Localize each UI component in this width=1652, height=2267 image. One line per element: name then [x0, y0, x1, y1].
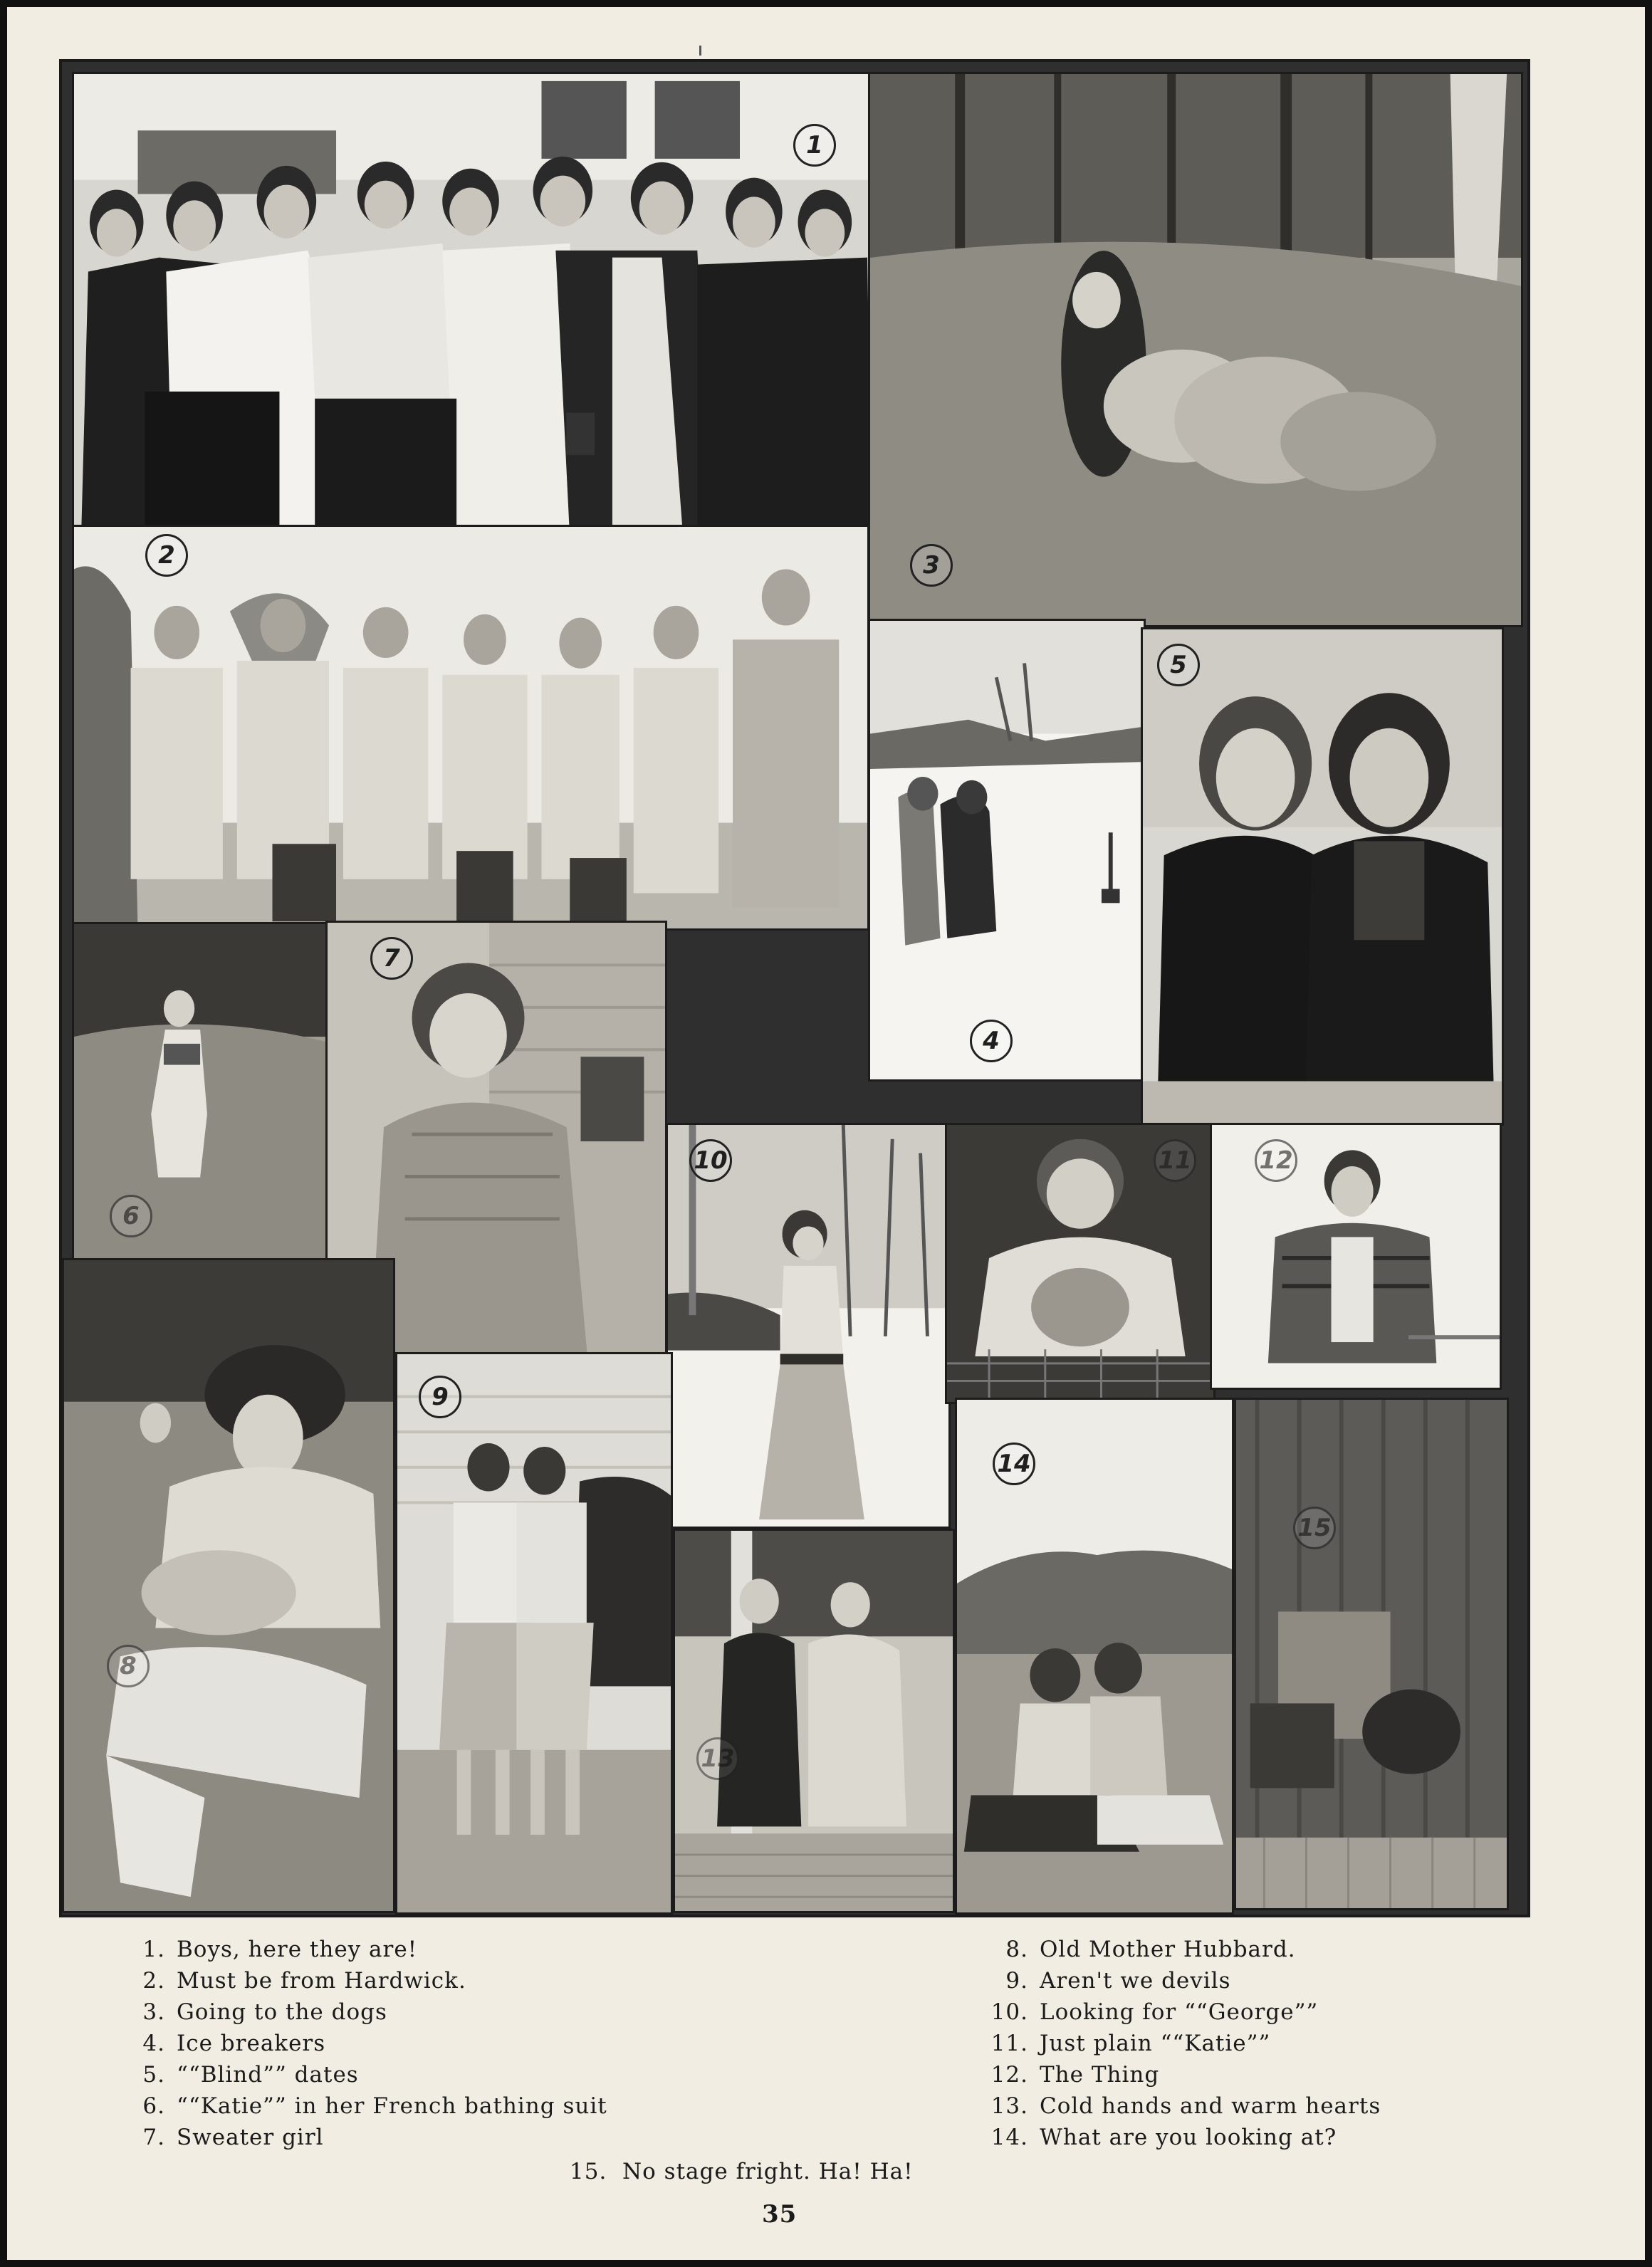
caption-7 — [121, 2125, 607, 2156]
caption-9 — [984, 1968, 1381, 1999]
caption-number: 11. — [990, 2031, 1028, 2056]
page-number: 35 — [762, 2200, 798, 2229]
photo-number-9: 9 — [419, 1376, 461, 1418]
caption-4 — [121, 2031, 607, 2062]
caption-number: 15. — [570, 2159, 607, 2184]
caption-text: ““Katie”” in her French bathing suit — [177, 2093, 607, 2119]
photo-number-1: 1 — [793, 124, 836, 167]
photo-number-5: 5 — [1157, 644, 1200, 686]
photo-13-cold-hands — [673, 1529, 955, 1913]
photo-number-13: 13 — [696, 1737, 739, 1780]
caption-text: Looking for ““George”” — [1040, 1999, 1319, 2025]
caption-text: Boys, here they are! — [177, 1937, 418, 1962]
caption-number: 8. — [1005, 1937, 1028, 1962]
caption-number: 1. — [142, 1937, 165, 1962]
caption-text: Just plain ““Katie”” — [1040, 2031, 1271, 2056]
photo-5-two-girls — [1141, 627, 1504, 1126]
caption-number: 10. — [990, 1999, 1028, 2025]
caption-8 — [984, 1937, 1381, 1968]
caption-13 — [984, 2093, 1381, 2125]
photo-number-2: 2 — [145, 534, 188, 577]
caption-number: 7. — [142, 2125, 165, 2150]
photo-number-6: 6 — [110, 1195, 152, 1237]
photo-number-4: 4 — [970, 1020, 1013, 1062]
caption-text: Going to the dogs — [177, 1999, 387, 2025]
photo-collage — [59, 59, 1530, 1917]
yearbook-page — [7, 7, 1645, 2260]
captions-left-column — [121, 1937, 607, 2156]
caption-text: Cold hands and warm hearts — [1040, 2093, 1381, 2119]
caption-1 — [121, 1937, 607, 1968]
caption-6 — [121, 2093, 607, 2125]
photo-15-stage — [1234, 1398, 1509, 1910]
caption-text: No stage fright. Ha! Ha! — [622, 2159, 914, 2184]
photo-number-14: 14 — [993, 1443, 1035, 1485]
photo-number-11: 11 — [1154, 1139, 1196, 1182]
caption-number: 14. — [990, 2125, 1028, 2150]
caption-3 — [121, 1999, 607, 2031]
caption-number: 4. — [142, 2031, 165, 2056]
caption-number: 5. — [142, 2062, 165, 2088]
photo-12-thing — [1210, 1123, 1502, 1390]
caption-10 — [984, 1999, 1381, 2031]
photo-11-katie — [945, 1123, 1216, 1404]
photo-6-bathing-suit — [72, 922, 335, 1271]
photo-1-group — [72, 72, 874, 540]
caption-text: Must be from Hardwick. — [177, 1968, 466, 1994]
caption-11 — [984, 2031, 1381, 2062]
photo-14-looking-at — [955, 1398, 1234, 1915]
caption-text: Old Mother Hubbard. — [1040, 1937, 1296, 1962]
caption-text: The Thing — [1040, 2062, 1160, 2088]
photo-10-looking — [666, 1123, 951, 1529]
photo-9-devils — [395, 1352, 673, 1915]
caption-12 — [984, 2062, 1381, 2093]
photo-number-7: 7 — [370, 937, 413, 980]
caption-5 — [121, 2062, 607, 2093]
caption-text: Sweater girl — [177, 2125, 324, 2150]
caption-text: Aren't we devils — [1040, 1968, 1231, 1994]
caption-number: 9. — [1005, 1968, 1028, 1994]
photo-number-10: 10 — [689, 1139, 732, 1182]
photo-number-15: 15 — [1293, 1507, 1336, 1549]
photo-2-group — [72, 525, 869, 931]
caption-15 — [570, 2159, 914, 2184]
photo-8-mother-hubbard — [62, 1258, 395, 1913]
crop-mark — [699, 46, 701, 56]
caption-14 — [984, 2125, 1381, 2156]
caption-number: 6. — [142, 2093, 165, 2119]
photo-number-3: 3 — [910, 544, 953, 587]
caption-number: 13. — [990, 2093, 1028, 2119]
caption-number: 3. — [142, 1999, 165, 2025]
photo-number-12: 12 — [1255, 1139, 1297, 1182]
caption-text: Ice breakers — [177, 2031, 326, 2056]
caption-text: What are you looking at? — [1040, 2125, 1337, 2150]
captions-right-column — [984, 1937, 1381, 2156]
caption-number: 12. — [990, 2062, 1028, 2088]
photo-4-skaters — [868, 619, 1146, 1082]
caption-text: ““Blind”” dates — [177, 2062, 359, 2088]
photo-number-8: 8 — [107, 1645, 150, 1687]
caption-number: 2. — [142, 1968, 165, 1994]
photo-3-dogs — [868, 72, 1523, 627]
caption-2 — [121, 1968, 607, 1999]
